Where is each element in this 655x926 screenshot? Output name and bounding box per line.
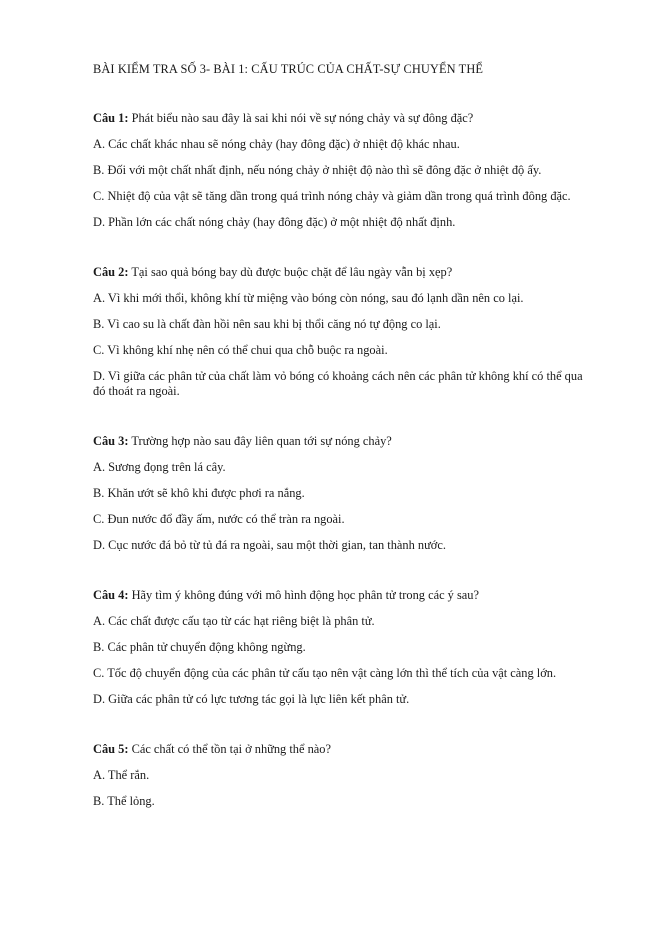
question-2: [93, 265, 593, 399]
question-text: Tại sao quả bóng bay dù được buộc chặt để lâu ngày vẫn bị xẹp?: [128, 265, 453, 279]
option-b: B. Đối với một chất nhất định, nếu nóng chảy ở nhiệt độ nào thì sẽ đông đặc ở nhiệt độ ấy.: [93, 163, 542, 177]
question-3: [93, 434, 593, 553]
option-c: C. Tốc độ chuyển động của các phân tử cấu tạo nên vật càng lớn thì thể tích của vật càng lớn.: [93, 666, 557, 680]
option-c: C. Vì không khí nhẹ nên có thể chui qua chỗ buộc ra ngoài.: [93, 343, 388, 357]
question-text: Trường hợp nào sau đây liên quan tới sự nóng chảy?: [128, 434, 392, 448]
option-c: C. Đun nước đổ đầy ấm, nước có thể tràn ra ngoài.: [93, 512, 345, 526]
option-a: A. Thể rắn.: [93, 768, 150, 782]
question-stem: [93, 742, 593, 757]
question-number: Câu 2:: [93, 265, 129, 279]
option-a: A. Các chất được cấu tạo từ các hạt riêng biệt là phân tử.: [93, 614, 375, 628]
question-text: Hãy tìm ý không đúng với mô hình động học phân tử trong các ý sau?: [128, 588, 479, 602]
option-b: B. Các phân tử chuyển động không ngừng.: [93, 640, 306, 654]
question-stem: [93, 265, 593, 280]
option-b: B. Vì cao su là chất đàn hồi nên sau khi bị thổi căng nó tự động co lại.: [93, 317, 441, 331]
option-c: C. Nhiệt độ của vật sẽ tăng dần trong quá trình nóng chảy và giảm dần trong quá trình đông đặc.: [93, 189, 571, 203]
option-b: B. Khăn ướt sẽ khô khi được phơi ra nắng.: [93, 486, 305, 500]
question-number: Câu 3:: [93, 434, 129, 448]
question-number: Câu 1:: [93, 111, 129, 125]
question-1: [93, 111, 593, 230]
option-a: A. Sương đọng trên lá cây.: [93, 460, 226, 474]
question-number: Câu 4:: [93, 588, 129, 602]
option-d: D. Vì giữa các phân tử của chất làm vỏ bóng có khoảng cách nên các phân tử không khí có thể qua đó thoát ra ngoài.: [93, 369, 583, 398]
option-a: A. Vì khi mới thổi, không khí từ miệng vào bóng còn nóng, sau đó lạnh dần nên co lại.: [93, 291, 524, 305]
question-number: Câu 5:: [93, 742, 129, 756]
question-stem: [93, 434, 593, 449]
document-page: [93, 62, 593, 844]
question-stem: [93, 588, 593, 603]
question-stem: [93, 111, 593, 126]
question-text: Phát biểu nào sau đây là sai khi nói về sự nóng chảy và sự đông đặc?: [128, 111, 474, 125]
question-4: [93, 588, 593, 707]
option-d: D. Phần lớn các chất nóng chảy (hay đông đặc) ở một nhiệt độ nhất định.: [93, 215, 456, 229]
document-title: BÀI KIỂM TRA SỐ 3- BÀI 1: CẤU TRÚC CỦA CHẤT-SỰ CHUYỂN THỂ: [93, 62, 484, 76]
option-a: A. Các chất khác nhau sẽ nóng chảy (hay đông đặc) ở nhiệt độ khác nhau.: [93, 137, 460, 151]
option-d: D. Cục nước đá bỏ từ tủ đá ra ngoài, sau một thời gian, tan thành nước.: [93, 538, 446, 552]
option-d: D. Giữa các phân tử có lực tương tác gọi là lực liên kết phân tử.: [93, 692, 410, 706]
option-b: B. Thể lỏng.: [93, 794, 155, 808]
question-text: Các chất có thể tồn tại ở những thể nào?: [128, 742, 331, 756]
question-5: [93, 742, 593, 809]
